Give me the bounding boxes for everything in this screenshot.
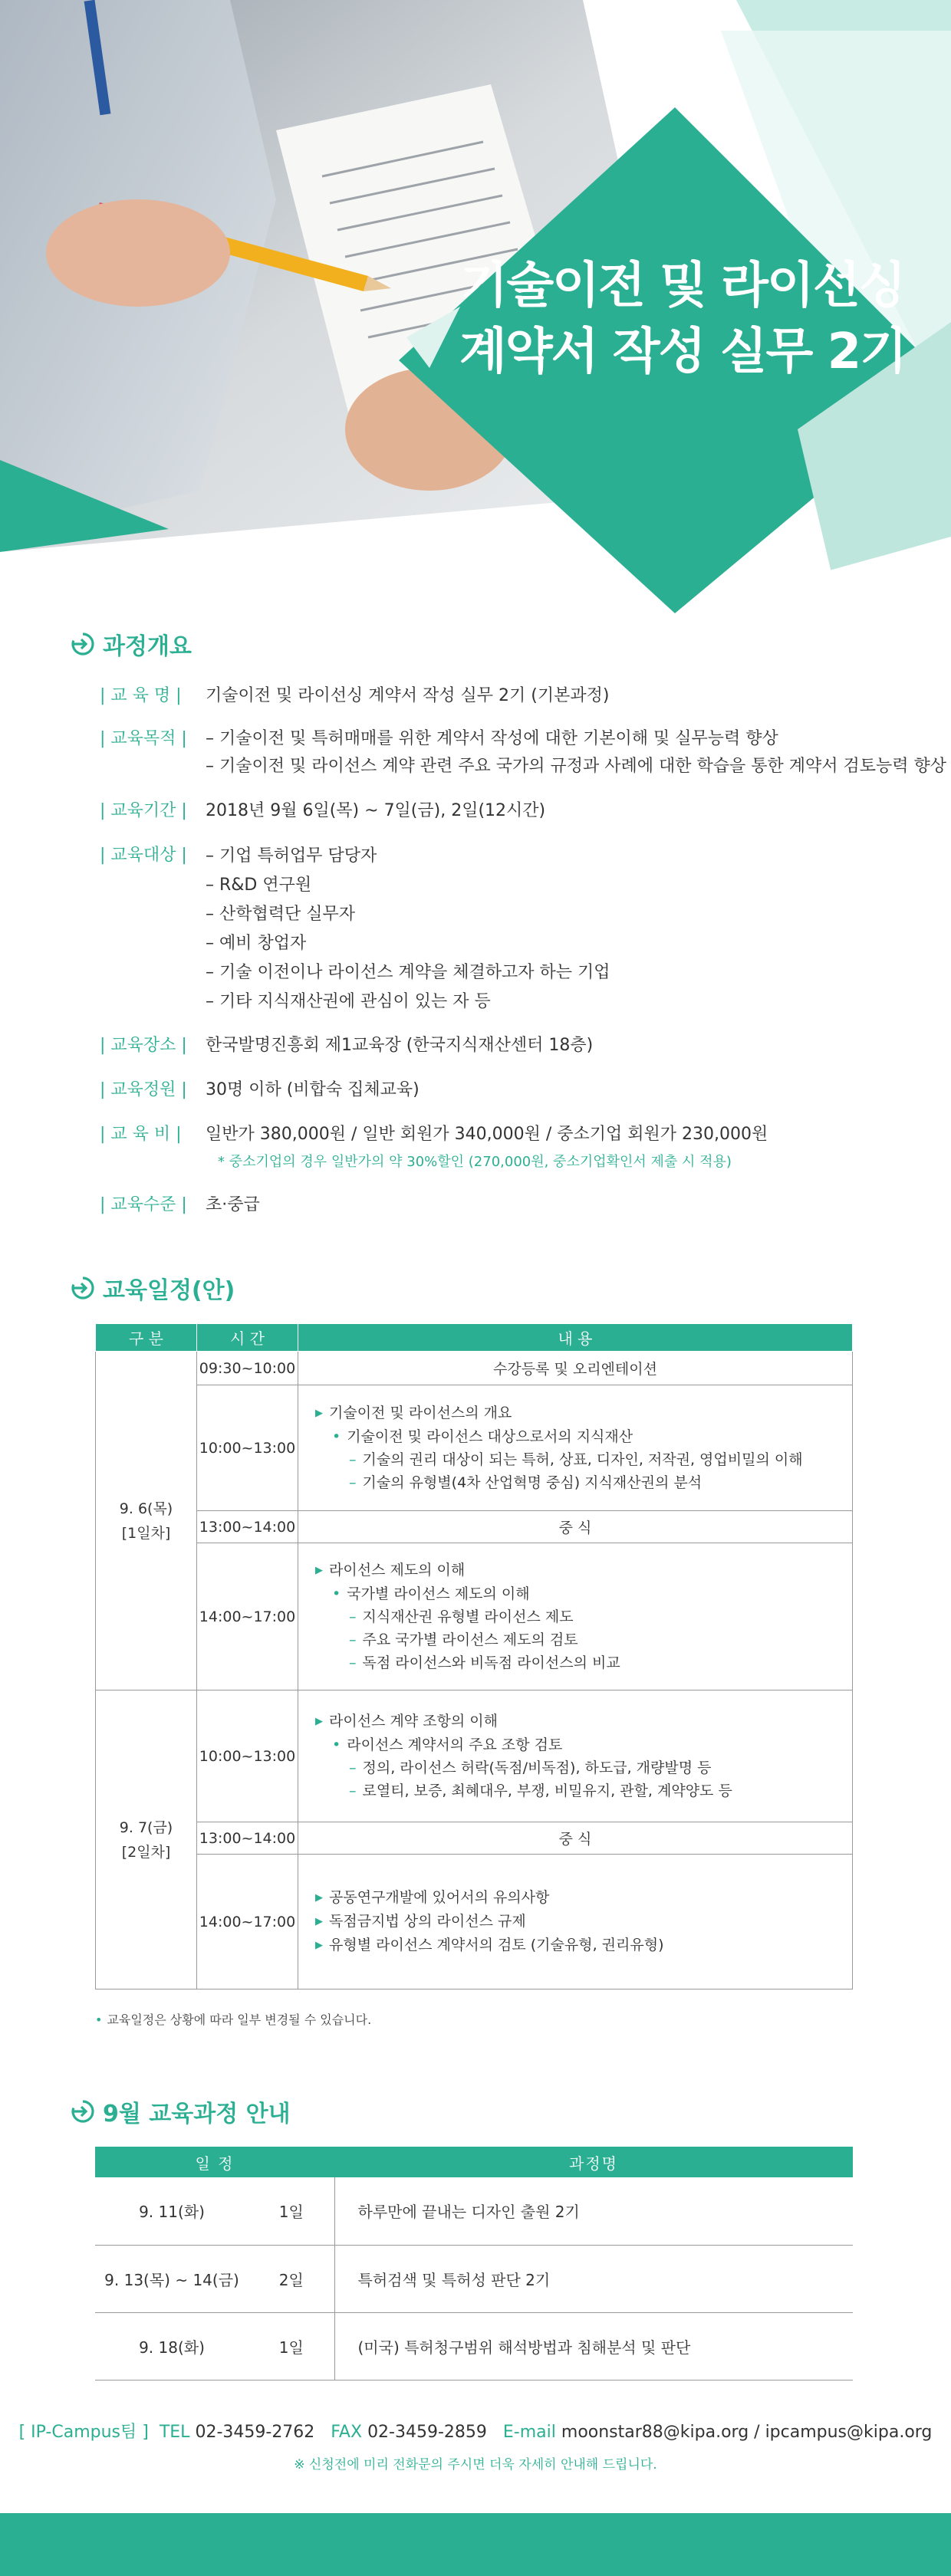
schedule-table: [95, 1323, 853, 1990]
overview-label: | 교육장소 |: [100, 1036, 187, 1055]
content-detail: – 기술의 권리 대상이 되는 특허, 상표, 디자인, 저작권, 영업비밀의 이해: [315, 1448, 840, 1471]
schedule-note: • 교육일정은 상황에 따라 일부 변경될 수 있습니다.: [95, 2010, 371, 2028]
arrow-circle-icon: [71, 1276, 95, 1300]
overview-value: 기술이전 및 라이선싱 계약서 작성 실무 2기 (기본과정): [206, 686, 610, 705]
overview-value: – 기술이전 및 특허매매를 위한 계약서 작성에 대한 기본이해 및 실무능력 향상: [206, 729, 778, 748]
content-detail: – 주요 국가별 라이선스 제도의 검토: [315, 1628, 840, 1651]
content-item: ▶ 라이선스 제도의 이해: [315, 1559, 840, 1582]
content-cell: [298, 1543, 853, 1691]
overview-label: | 교 육 명 |: [100, 686, 182, 705]
content-item: ▶ 독점금지법 상의 라이선스 규제: [315, 1910, 840, 1934]
course-title: [429, 253, 936, 385]
overview-value: – 기타 지식재산권에 관심이 있는 자 등: [206, 992, 491, 1011]
overview-label: | 교육대상 |: [100, 846, 187, 865]
course-date: 9. 11(화): [95, 2177, 248, 2245]
time-cell: 09:30~10:00: [197, 1352, 298, 1385]
time-cell: 10:00~13:00: [197, 1691, 298, 1822]
content-item: ▶ 유형별 라이선스 계약서의 검토 (기술유형, 권리유형): [315, 1934, 840, 1957]
course-name: 특허검색 및 특허성 판단 2기: [334, 2245, 853, 2312]
overview-value: – 예비 창업자: [206, 934, 307, 953]
email-label: E-mail: [502, 2423, 556, 2442]
september-table: [95, 2147, 853, 2380]
overview-heading: [71, 627, 192, 661]
overview-row-capacity: [100, 1076, 420, 1104]
september-header: 과정명: [334, 2147, 853, 2177]
course-date: 9. 18(화): [95, 2312, 248, 2380]
time-cell: 13:00~14:00: [197, 1511, 298, 1543]
content-detail: – 로열티, 보증, 최혜대우, 부쟁, 비밀유지, 관할, 계약양도 등: [315, 1779, 840, 1802]
day-label: 9. 6(목): [119, 1500, 173, 1517]
fee-discount-note: * 중소기업의 경우 일반가의 약 30%할인 (270,000원, 중소기업확인서 제출 시 적용): [218, 1154, 732, 1170]
content-item: ▶ 라이선스 계약 조항의 이해: [315, 1710, 840, 1733]
course-days: 2일: [248, 2245, 334, 2312]
overview-value: – 기업 특허업무 담당자: [206, 846, 377, 866]
schedule-header: 구 분: [96, 1324, 197, 1352]
schedule-header-row: [96, 1324, 853, 1352]
table-row: [96, 1385, 853, 1511]
course-days: 1일: [248, 2177, 334, 2245]
content-detail: – 기술의 유형별(4차 산업혁명 중심) 지식재산권의 분석: [315, 1471, 840, 1494]
tel-number[interactable]: 02-3459-2762: [195, 2423, 315, 2442]
overview-value: 한국발명진흥회 제1교육장 (한국지식재산센터 18층): [206, 1036, 594, 1055]
fax-label: FAX: [331, 2423, 363, 2442]
content-detail: – 독점 라이선스와 비독점 라이선스의 비교: [315, 1651, 840, 1674]
september-heading: [71, 2095, 291, 2128]
contact-line: [0, 2419, 951, 2443]
schedule-heading: [71, 1271, 235, 1305]
arrow-circle-icon: [71, 632, 95, 656]
time-cell: 10:00~13:00: [197, 1385, 298, 1511]
overview-row-level: [100, 1191, 260, 1219]
content-cell: 수강등록 및 오리엔테이션: [298, 1352, 853, 1385]
september-header-row: [95, 2147, 853, 2177]
email-address[interactable]: moonstar88@kipa.org / ipcampus@kipa.org: [561, 2423, 933, 2442]
content-item: ▶ 공동연구개발에 있어서의 유의사항: [315, 1886, 840, 1910]
overview-label: | 교육정원 |: [100, 1080, 187, 1099]
overview-row-fee: [100, 1121, 768, 1176]
table-row: [95, 2312, 853, 2380]
day1-cell: [96, 1352, 197, 1691]
content-detail: – 지식재산권 유형별 라이선스 제도: [315, 1605, 840, 1628]
schedule-heading-text: 교육일정(안): [103, 1277, 235, 1304]
overview-value: 30명 이하 (비합숙 집체교육): [206, 1080, 420, 1099]
overview-row-place: [100, 1032, 593, 1060]
hero-banner: [0, 0, 951, 625]
overview-label: | 교육목적 |: [100, 729, 187, 748]
footer-bar: [0, 2513, 951, 2576]
overview-row-name: [100, 682, 609, 710]
time-cell: 14:00~17:00: [197, 1855, 298, 1990]
day-label: 9. 7(금): [119, 1819, 173, 1836]
fax-number: 02-3459-2859: [367, 2423, 487, 2442]
time-cell: 14:00~17:00: [197, 1543, 298, 1691]
day2-cell: [96, 1691, 197, 1990]
course-title-line1: 기술이전 및 라이선싱: [460, 258, 905, 314]
content-detail: – 정의, 라이선스 허락(독점/비독점), 하도급, 개량발명 등: [315, 1756, 840, 1779]
schedule-header: 내 용: [298, 1324, 853, 1352]
content-cell: [298, 1855, 853, 1990]
table-row: [96, 1691, 853, 1822]
course-name: (미국) 특허청구범위 해석방법과 침해분석 및 판단: [334, 2312, 853, 2380]
overview-label: | 교육수준 |: [100, 1195, 187, 1214]
content-cell: [298, 1385, 853, 1511]
course-days: 1일: [248, 2312, 334, 2380]
overview-label: | 교 육 비 |: [100, 1125, 182, 1144]
september-header: 일 정: [95, 2147, 334, 2177]
content-cell: 중 식: [298, 1511, 853, 1543]
contact-note: ※ 신청전에 미리 전화문의 주시면 더욱 자세히 안내해 드립니다.: [294, 2457, 657, 2472]
course-date: 9. 13(목) ~ 14(금): [95, 2245, 248, 2312]
table-row: [96, 1855, 853, 1990]
day-sub-label: [2일차]: [121, 1843, 171, 1861]
contact-team: [ IP-Campus팀 ]: [18, 2423, 149, 2442]
overview-row-purpose: [100, 725, 946, 780]
table-row: [96, 1543, 853, 1691]
table-row: [96, 1511, 853, 1543]
content-cell: 중 식: [298, 1822, 853, 1855]
overview-value: – 기술이전 및 라이선스 계약 관련 주요 국가의 규정과 사례에 대한 학습을 통한 계약서 검토능력 향상: [206, 757, 946, 776]
overview-row-target: [100, 842, 610, 1017]
content-cell: [298, 1691, 853, 1822]
overview-value: – R&D 연구원: [206, 876, 312, 895]
overview-value: 초·중급: [206, 1195, 260, 1214]
table-row: [96, 1822, 853, 1855]
table-row: [95, 2245, 853, 2312]
course-title-line2: 계약서 작성 실무 2기: [459, 324, 906, 380]
september-heading-text: 9월 교육과정 안내: [103, 2101, 291, 2128]
overview-value: 2018년 9월 6일(목) ~ 7일(금), 2일(12시간): [206, 801, 546, 820]
content-item: ▶ 기술이전 및 라이선스의 개요: [315, 1401, 840, 1425]
tel-label: TEL: [159, 2423, 190, 2442]
day-sub-label: [1일차]: [121, 1524, 171, 1542]
overview-value: – 산학협력단 실무자: [206, 905, 356, 924]
schedule-header: 시 간: [197, 1324, 298, 1352]
overview-value: 일반가 380,000원 / 일반 회원가 340,000원 / 중소기업 회원가 230,000원: [206, 1125, 768, 1144]
time-cell: 13:00~14:00: [197, 1822, 298, 1855]
course-name: 하루만에 끝내는 디자인 출원 2기: [334, 2177, 853, 2245]
table-row: [95, 2177, 853, 2245]
arrow-circle-icon: [71, 2099, 95, 2124]
content-subitem: • 라이선스 계약서의 주요 조항 검토: [315, 1733, 840, 1756]
table-row: [96, 1352, 853, 1385]
content-subitem: • 기술이전 및 라이선스 대상으로서의 지식재산: [315, 1425, 840, 1448]
overview-heading-text: 과정개요: [103, 633, 192, 660]
overview-value: – 기술 이전이나 라이선스 계약을 체결하고자 하는 기업: [206, 963, 610, 982]
content-subitem: • 국가별 라이선스 제도의 이해: [315, 1582, 840, 1605]
overview-row-period: [100, 797, 545, 825]
overview-label: | 교육기간 |: [100, 801, 187, 820]
